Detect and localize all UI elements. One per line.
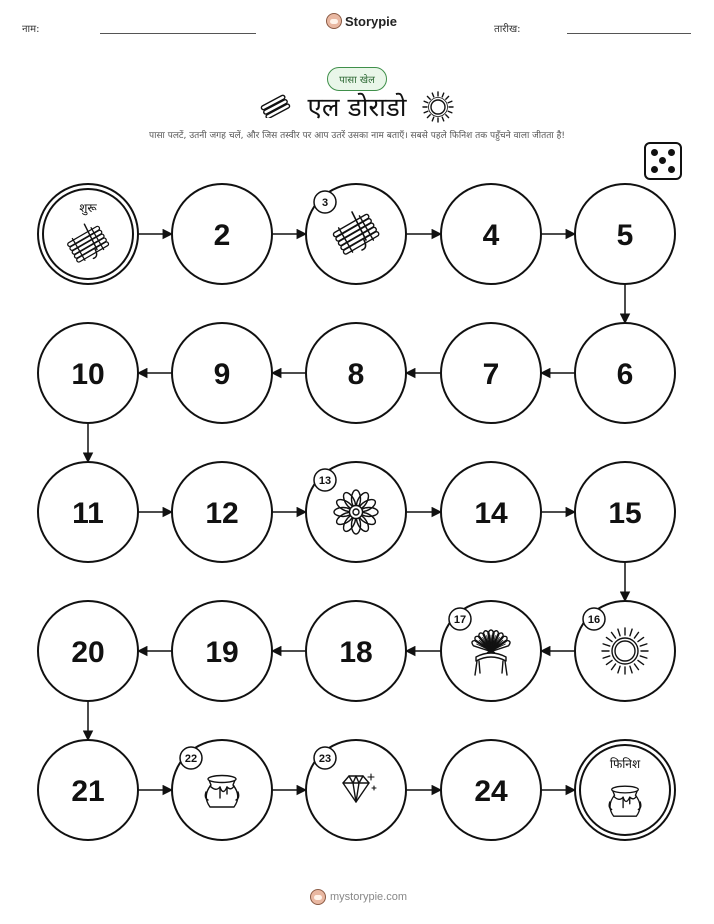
board-space-17[interactable] — [441, 601, 541, 701]
board-space-12[interactable] — [172, 462, 272, 562]
space-number: 12 — [205, 497, 239, 530]
space-number: 3 — [321, 197, 329, 209]
space-number: 22 — [184, 753, 198, 765]
board-space-7[interactable] — [441, 323, 541, 423]
space-number: 4 — [482, 219, 500, 252]
footer-url[interactable]: mystorypie.com — [330, 891, 408, 903]
board-space-18[interactable] — [306, 601, 406, 701]
board-space-19[interactable] — [172, 601, 272, 701]
board-space-15[interactable] — [575, 462, 675, 562]
board-space-20[interactable] — [38, 601, 138, 701]
finish-label: फिनिश — [609, 757, 641, 771]
space-number: 6 — [616, 358, 634, 391]
page-title: एल डोराडो — [307, 93, 407, 123]
instructions: पासा पलटें, उतनी जगह चलें, और जिस तस्वीर पर आप उतरें उसका नाम बताएँ। सबसे पहले फिनिश तक पहुँचने वाला जीतता है! — [149, 131, 565, 141]
board-space-9[interactable] — [172, 323, 272, 423]
space-number: 10 — [71, 358, 105, 391]
space-number: 17 — [453, 614, 467, 626]
board-space-6[interactable] — [575, 323, 675, 423]
space-number: 23 — [318, 753, 332, 765]
board-space-14[interactable] — [441, 462, 541, 562]
board-space-23[interactable] — [306, 740, 406, 840]
board-space-16[interactable] — [575, 601, 675, 701]
bear-icon — [310, 889, 326, 905]
board-space-11[interactable] — [38, 462, 138, 562]
honey-pot-icon — [609, 786, 641, 816]
board-space-2[interactable] — [172, 184, 272, 284]
board-space-10[interactable] — [38, 323, 138, 423]
space-number: 7 — [482, 358, 500, 391]
space-number: 9 — [213, 358, 231, 391]
board-space-24[interactable] — [441, 740, 541, 840]
name-label: नाम: — [22, 24, 40, 35]
space-number: 16 — [587, 614, 601, 626]
space-number: 2 — [213, 219, 231, 252]
board-space-21[interactable] — [38, 740, 138, 840]
space-number: 8 — [347, 358, 365, 391]
start-label: शुरू — [79, 201, 97, 215]
board-space-3[interactable] — [306, 184, 406, 284]
space-number: 24 — [474, 775, 508, 808]
honey-pot-icon — [205, 776, 238, 808]
brand-name: Storypie — [345, 13, 398, 29]
board-space-5[interactable] — [575, 184, 675, 284]
board-space-13[interactable] — [306, 462, 406, 562]
space-number: 15 — [608, 497, 642, 530]
board-space-4[interactable] — [441, 184, 541, 284]
space-number: 5 — [616, 219, 634, 252]
board-space-1[interactable] — [38, 184, 138, 284]
board-space-8[interactable] — [306, 323, 406, 423]
space-number: 19 — [205, 636, 239, 669]
date-label: तारीख: — [494, 24, 521, 35]
space-number: 21 — [71, 775, 105, 808]
space-number: 20 — [71, 636, 105, 669]
space-number: 14 — [474, 497, 508, 530]
footer — [310, 889, 407, 905]
space-number: 13 — [318, 475, 332, 487]
board-space-22[interactable] — [172, 740, 272, 840]
space-number: 18 — [339, 636, 373, 669]
space-number: 11 — [72, 497, 104, 530]
game-type-badge: पासा खेल — [327, 67, 387, 91]
board-space-25[interactable] — [575, 740, 675, 840]
